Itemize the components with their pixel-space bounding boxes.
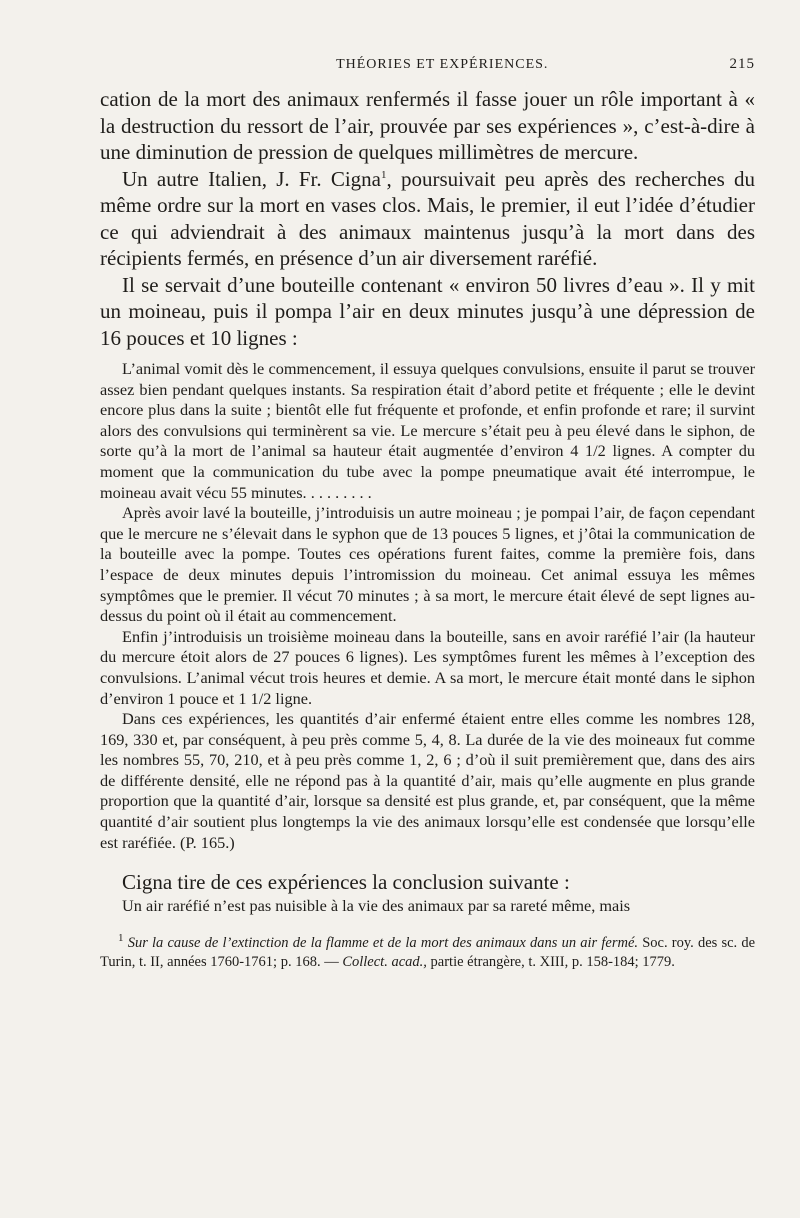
quote-paragraph-5: Un air raréfié n’est pas nuisible à la vie des animaux par sa rareté même, mais (122, 895, 631, 915)
paragraph-2-start: Un autre Italien, J. Fr. Cigna (122, 166, 382, 191)
paragraph-3: Il se servait d’une bouteille contenant « environ 50 livres d’eau ». Il y mit un moineau, puis il pompa l’air en deux minutes jusqu’à une dépression de 16 pouces et 10 lignes : (100, 272, 755, 350)
footnote-title: Sur la cause de l’extinction de la flamme et de la mort des animaux dans un air fermé. (127, 935, 639, 952)
quotation-block-2 (100, 896, 755, 917)
footnote-marker: 1 (381, 168, 387, 181)
page-number: 215 (729, 56, 755, 72)
quote-paragraph-1: L’animal vomit dès le commencement, il essuya quelques convulsions, ensuite il parut se trouver assez bien pendant quelques instants. Sa respiration était d’abord petite et fréquente ; elle le devint encore plus dans la suite ; bientôt elle fut fréquente et profonde, et enfin profonde et rare; il survint alors des convulsions qui terminèrent sa vie. Le mercure s’était peu à peu élevé dans le siphon, de sorte qu’à la mort de l’animal sa hauteur était augmentée d’environ 4 1/2 lignes. A compter du moment que la communication du tube avec la pompe pneumatique avait été interrompue, le moineau avait vécu 55 minutes. . . . . . . . . (100, 359, 755, 502)
page (100, 56, 755, 972)
footnote-tail: partie étrangère, t. XIII, p. 158-184; 1779. (426, 954, 675, 971)
paragraph-2-end: , poursuivait peu après des recherches du même ordre sur la mort en vases clos. Mais, le premier, il eut l’idée d’étudier ce qui adviendrait à des animaux maintenus jusqu’à la mort dans des récipients fermés, en présence d’un air diversement raréfié. (100, 166, 756, 270)
footnote-collection: Collect. acad., (342, 954, 427, 971)
paragraph-2 (100, 166, 755, 272)
running-head (100, 56, 755, 86)
body-text (100, 86, 755, 351)
body-text-2 (100, 869, 755, 896)
quotation-block (100, 359, 755, 853)
footnote-number: 1 (118, 932, 124, 945)
quote-paragraph-4: Dans ces expériences, les quantités d’air enfermé étaient entre elles comme les nombres 128, 169, 330 et, par conséquent, à peu près comme 5, 4, 8. La durée de la vie des moineaux fut comme les nombres 55, 70, 210, et à peu près comme 1, 2, 6 ; d’où il suit premièrement que, dans des airs de différente densité, elle ne répond pas à la quantité d’air, mais qu’elle augmente en plus grande proportion que la quantité d’air, lorsque sa densité est plus grande, et, par conséquent, que la même quantité d’air soutient plus longtemps la vie des animaux lorsqu’elle est condensée que lorsqu’elle est raréfiée. (P. 165.) (100, 709, 755, 852)
running-title: THÉORIES ET EXPÉRIENCES. (336, 57, 549, 72)
paragraph-4: Cigna tire de ces expériences la conclusion suivante : (122, 870, 570, 895)
paragraph-1: cation de la mort des animaux renfermés il fasse jouer un rôle important à « la destruction du ressort de l’air, prouvée par ses expériences », c’est-à-dire à une diminution de pression de quelques millimètres de mercure. (100, 87, 755, 164)
quote-paragraph-2: Après avoir lavé la bouteille, j’introduisis un autre moineau ; je pompai l’air, de façon cependant que le mercure ne s’élevait dans le syphon que de 13 pouces 5 lignes, et j’ôtai la communication de la bouteille avec la pompe. Toutes ces opérations furent faites, comme la première fois, dans l’espace de deux minutes depuis l’intromission du moineau. Cet animal essuya les mêmes symptômes que le premier. Il vécut 70 minutes ; à sa mort, le mercure était élevé de sept lignes au-dessus du point où il était au commencement. (100, 503, 755, 626)
footnotes (100, 934, 755, 972)
footnote-1 (100, 934, 755, 972)
quote-paragraph-3: Enfin j’introduisis un troisième moineau dans la bouteille, sans en avoir raréfié l’air (la hauteur du mercure étoit alors de 27 pouces 6 lignes). Les symptômes furent les mêmes à l’exception des convulsions. L’animal vécut trois heures et demie. A sa mort, le mercure était monté dans le siphon d’environ 1 pouce et 1 1/2 ligne. (100, 626, 755, 708)
footnote-source: Soc. roy. des sc. de Turin, t. II, années 1760-1761; p. 168. — (100, 935, 756, 971)
